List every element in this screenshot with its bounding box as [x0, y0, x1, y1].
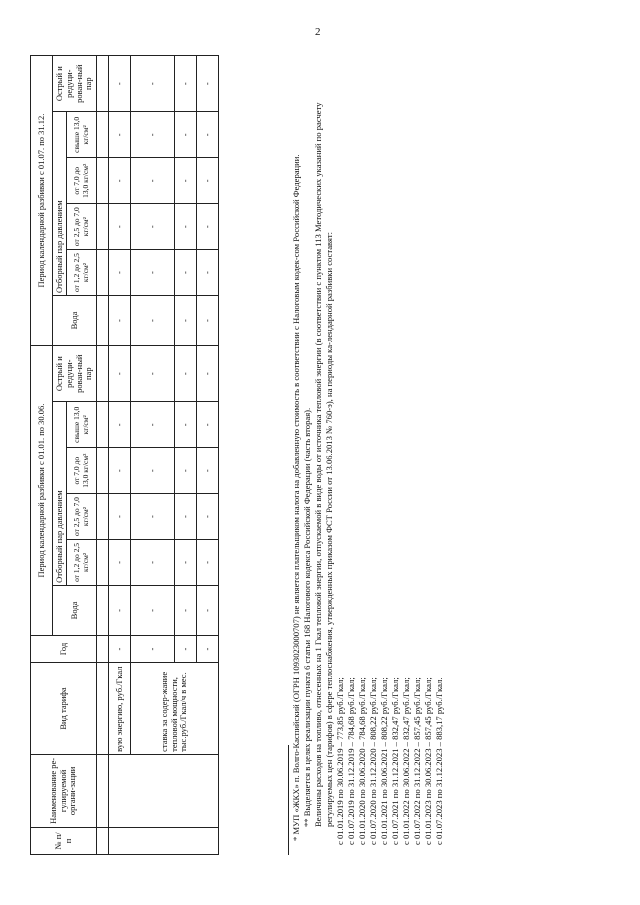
header-water-1: Вода	[53, 585, 97, 635]
table-cell: -	[109, 112, 131, 158]
table-cell: -	[175, 250, 197, 296]
table-cell: -	[131, 250, 175, 296]
table-cell: -	[109, 158, 131, 204]
rate-line: с 01.01.2023 по 30.06.2023 – 857,45 руб./Гкал;	[423, 677, 433, 845]
table-cell: -	[109, 402, 131, 448]
tariff-type: ставка за содер-жание тепловой мощности, тыс.руб./Гкал/ч в мес.	[131, 663, 219, 755]
table-cell: -	[175, 158, 197, 204]
header-steam-1: Отборный пар давлением	[53, 402, 67, 586]
table-cell: -	[175, 585, 197, 635]
table-cell: -	[197, 402, 219, 448]
header-period-2: Период календарной разбивки с 01.07. по 31.12.	[31, 56, 53, 346]
header-num: № п/ п	[31, 827, 97, 854]
table-cell: -	[109, 448, 131, 494]
table-cell: -	[197, 158, 219, 204]
table-cell: -	[131, 158, 175, 204]
header-p4-1: свыше 13,0 кг/см²	[67, 402, 97, 448]
table-cell: -	[197, 585, 219, 635]
header-steam-2: Отборный пар давлением	[53, 112, 67, 296]
table-cell: -	[131, 494, 175, 540]
table-cell: -	[131, 448, 175, 494]
table-cell: -	[175, 112, 197, 158]
header-p1-1: от 1,2 до 2,5 кг/см²	[67, 540, 97, 586]
rate-line: с 01.07.2019 по 31.12.2019 – 784,68 руб./Гкал;	[346, 677, 356, 845]
table-cell: -	[197, 295, 219, 345]
page-number: 2	[315, 26, 321, 38]
fuel-cost-paragraph: Величины расходов на топливо, отнесенных на 1 Гкал тепловой энергии, отпускаемой в виде воды от источника тепловой энергии (в соответствии с пунктом 113 Методических указаний по расчету регулируемых цен (тарифов) в сфере теплоснабжения, утвержденных приказом ФСТ России от 13.06.2013 № 760-э), на периоды ка-лендарной разбивки составят:	[313, 102, 334, 827]
cell-year: -	[197, 635, 219, 662]
table-cell: -	[175, 540, 197, 586]
header-sharp-2: Острый и редуци-рован-ный пар	[53, 56, 97, 112]
rate-line: с 01.01.2020 по 30.06.2020 – 784,68 руб./Гкал;	[357, 677, 367, 845]
table-cell: -	[131, 56, 175, 112]
header-org: Наименование ре-гулируемой органи-зации	[31, 754, 97, 827]
table-cell: -	[109, 56, 131, 112]
tariff-type: вую энергию, руб./Гкал	[109, 663, 131, 755]
header-p3-1: от 7,0 до 13,0 кг/см²	[67, 448, 97, 494]
cell-year: -	[175, 635, 197, 662]
rate-line: с 01.07.2023 по 31.12.2023 – 883,17 руб./Гкал.	[434, 677, 444, 845]
table-cell: -	[131, 540, 175, 586]
header-sharp-1: Острый и редуци-рован-ный пар	[53, 346, 97, 402]
rate-line: с 01.01.2019 по 30.06.2019 – 773,85 руб./Гкал;	[335, 677, 345, 845]
table-cell: -	[197, 112, 219, 158]
header-year: Год	[31, 635, 97, 662]
header-p3-2: от 7,0 до 13,0 кг/см²	[67, 158, 97, 204]
table-cell: -	[109, 346, 131, 402]
table-cell: -	[109, 585, 131, 635]
header-water-2: Вода	[53, 295, 97, 345]
table-cell: -	[175, 295, 197, 345]
table-cell: -	[175, 448, 197, 494]
header-tariff: Вид тарифа	[31, 663, 97, 755]
rate-line: с 01.01.2022 по 30.06.2022 – 832,47 руб./Гкал;	[401, 677, 411, 845]
table-cell: -	[197, 56, 219, 112]
table-cell: -	[197, 540, 219, 586]
rate-line: с 01.01.2021 по 30.06.2021 – 808,22 руб./Гкал;	[379, 677, 389, 845]
rate-line: с 01.07.2020 по 31.12.2020 – 808,22 руб./Гкал;	[368, 677, 378, 845]
header-period-1: Период календарной разбивки с 01.01. по 30.06.	[31, 346, 53, 636]
cell-year: -	[131, 635, 175, 662]
footnote-2: ** Выделяется в целях реализации пункта 6 статьи 168 Налогового кодекса Российской Федерации (часть вторая).	[302, 407, 312, 827]
table-cell: -	[175, 494, 197, 540]
table-row	[109, 56, 131, 855]
table-cell: -	[109, 540, 131, 586]
cell-year: -	[109, 635, 131, 662]
table-cell: -	[131, 112, 175, 158]
table-cell: -	[131, 346, 175, 402]
table-cell: -	[131, 402, 175, 448]
table-cell: -	[197, 250, 219, 296]
table-cell: -	[175, 346, 197, 402]
footnote-divider	[288, 745, 289, 855]
tariff-table	[30, 55, 219, 855]
table-row	[131, 56, 175, 855]
header-p4-2: свыше 13,0 кг/см²	[67, 112, 97, 158]
table-cell: -	[175, 204, 197, 250]
table-cell: -	[131, 295, 175, 345]
table-cell: -	[109, 250, 131, 296]
header-p1-2: от 1,2 до 2,5 кг/см²	[67, 250, 97, 296]
table-cell: -	[197, 448, 219, 494]
rate-line: с 01.07.2022 по 31.12.2022 – 857,45 руб./Гкал;	[412, 677, 422, 845]
table-cell: -	[109, 295, 131, 345]
header-p2-1: от 2,5 до 7,0 кг/см²	[67, 494, 97, 540]
table-cell: -	[109, 204, 131, 250]
footnote-1: * МУП «ЖКХ» п. Волго-Каспийский (ОГРН 1093023000707) не является плательщиком налога на добавленную стоимость в соответствии с Налоговым кодек-сом Российской Федерации.	[291, 154, 301, 841]
table-cell: -	[131, 585, 175, 635]
table-cell: -	[197, 346, 219, 402]
table-cell: -	[109, 494, 131, 540]
table-cell: -	[197, 494, 219, 540]
table-cell: -	[197, 204, 219, 250]
table-cell: -	[175, 56, 197, 112]
table-cell: -	[175, 402, 197, 448]
rotated-page-content	[20, 35, 600, 880]
table-cell: -	[131, 204, 175, 250]
header-p2-2: от 2,5 до 7,0 кг/см²	[67, 204, 97, 250]
rate-line: с 01.07.2021 по 31.12.2021 – 832,47 руб./Гкал;	[390, 677, 400, 845]
footnotes	[288, 55, 445, 855]
